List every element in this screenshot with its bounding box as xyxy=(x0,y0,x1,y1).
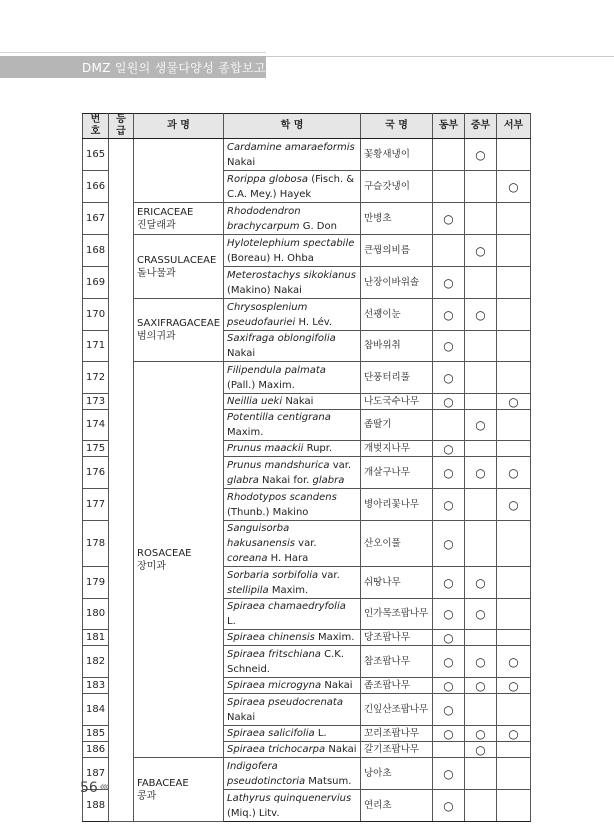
east-occurrence: ○ xyxy=(433,457,465,489)
central-occurrence xyxy=(465,521,497,567)
col-header-korean-name: 국 명 xyxy=(361,114,433,139)
col-header-grade: 등급 xyxy=(109,114,134,139)
korean-name: 연리초 xyxy=(361,790,433,822)
central-occurrence xyxy=(465,758,497,790)
family-latin: FABACEAE xyxy=(137,777,189,789)
taxon-name: Sanguisorba hakusanensis xyxy=(227,523,295,549)
central-occurrence: ○ xyxy=(465,235,497,267)
west-occurrence xyxy=(497,299,531,331)
taxon-name: Rorippa globosa xyxy=(227,173,309,185)
east-occurrence: ○ xyxy=(433,441,465,457)
taxon-author: var. xyxy=(332,459,352,471)
row-number: 168 xyxy=(83,235,109,267)
west-occurrence xyxy=(497,203,531,235)
scientific-name xyxy=(224,394,361,410)
taxon-author: (Fisch. & C.A. Mey.) Hayek xyxy=(227,173,355,200)
central-occurrence: ○ xyxy=(465,742,497,758)
central-occurrence xyxy=(465,331,497,362)
family-cell xyxy=(134,299,224,362)
central-occurrence xyxy=(465,489,497,521)
korean-name: 병아리꽃나무 xyxy=(361,489,433,521)
west-occurrence: ○ xyxy=(497,489,531,521)
korean-name: 난장이바위솔 xyxy=(361,267,433,299)
korean-name: 만병초 xyxy=(361,203,433,235)
family-korean: 콩과 xyxy=(137,790,157,802)
central-occurrence xyxy=(465,171,497,203)
east-occurrence: ○ xyxy=(433,599,465,630)
row-number: 181 xyxy=(83,630,109,646)
taxon-author: Rupr. xyxy=(306,443,333,454)
central-occurrence: ○ xyxy=(465,599,497,630)
scientific-name xyxy=(224,362,361,394)
header-divider-top xyxy=(0,52,266,53)
taxon-author: Nakai xyxy=(324,680,353,691)
east-occurrence: ○ xyxy=(433,489,465,521)
col-header-scientific-name: 학 명 xyxy=(224,114,361,139)
korean-name: 좀조팝나무 xyxy=(361,678,433,694)
korean-name: 구슬갓냉이 xyxy=(361,171,433,203)
col-header-east: 동부 xyxy=(433,114,465,139)
family-cell xyxy=(134,362,224,758)
row-number: 182 xyxy=(83,646,109,678)
row-number: 174 xyxy=(83,410,109,441)
taxon-name: Potentilla centigrana xyxy=(227,412,331,423)
taxon-name: Meterostachys sikokianus xyxy=(227,269,356,281)
row-number: 180 xyxy=(83,599,109,630)
taxon-name: Sorbaria sorbifolia xyxy=(227,569,319,581)
row-number: 167 xyxy=(83,203,109,235)
west-occurrence xyxy=(497,139,531,171)
korean-name: 낭아초 xyxy=(361,758,433,790)
family-cell xyxy=(134,139,224,203)
row-number: 186 xyxy=(83,742,109,758)
taxon-author: var. xyxy=(298,538,317,549)
west-occurrence xyxy=(497,630,531,646)
west-occurrence xyxy=(497,758,531,790)
taxon-name: Cardamine amaraeformis xyxy=(227,141,355,153)
korean-name: 갈기조팝나무 xyxy=(361,742,433,758)
taxon-name: Saxifraga oblongifolia xyxy=(227,333,336,344)
korean-name: 산오이풀 xyxy=(361,521,433,567)
family-cell xyxy=(134,203,224,235)
korean-name: 좀딸기 xyxy=(361,410,433,441)
taxon-author: C.K. Schneid. xyxy=(227,648,345,675)
west-occurrence xyxy=(497,235,531,267)
scientific-name xyxy=(224,410,361,441)
korean-name: 개벚지나무 xyxy=(361,441,433,457)
chevron-left-icon: ‹‹‹ xyxy=(99,779,107,795)
east-occurrence: ○ xyxy=(433,758,465,790)
west-occurrence xyxy=(497,567,531,599)
table-header-row xyxy=(83,114,531,139)
taxon-name: Chrysosplenium pseudofauriei xyxy=(227,301,308,328)
scientific-name xyxy=(224,790,361,822)
row-number: 185 xyxy=(83,726,109,742)
scientific-name xyxy=(224,521,361,567)
scientific-name xyxy=(224,203,361,235)
west-occurrence xyxy=(497,694,531,726)
korean-name: 당조팝나무 xyxy=(361,630,433,646)
taxon-author: L. xyxy=(317,728,327,739)
korean-name: 큰꿩의비름 xyxy=(361,235,433,267)
col-header-family: 과 명 xyxy=(134,114,224,139)
korean-name: 긴잎산조팝나무 xyxy=(361,694,433,726)
taxon-name: Spiraea salicifolia xyxy=(227,728,315,739)
east-occurrence xyxy=(433,742,465,758)
row-number: 177 xyxy=(83,489,109,521)
scientific-name xyxy=(224,139,361,171)
west-occurrence xyxy=(497,521,531,567)
east-occurrence: ○ xyxy=(433,646,465,678)
scientific-name xyxy=(224,267,361,299)
header-divider xyxy=(266,56,614,57)
taxon-name: Lathyrus quinquenervius xyxy=(227,792,352,804)
taxon-author: L. xyxy=(227,616,236,627)
scientific-name xyxy=(224,630,361,646)
west-occurrence xyxy=(497,410,531,441)
east-occurrence: ○ xyxy=(433,267,465,299)
central-occurrence xyxy=(465,790,497,822)
west-occurrence xyxy=(497,267,531,299)
central-occurrence: ○ xyxy=(465,726,497,742)
central-occurrence xyxy=(465,394,497,410)
table-row xyxy=(83,362,531,394)
row-number: 176 xyxy=(83,457,109,489)
row-number: 188 xyxy=(83,790,109,822)
taxon-name: Rhodotypos scandens xyxy=(227,491,337,503)
row-number: 165 xyxy=(83,139,109,171)
table-row xyxy=(83,758,531,790)
family-latin: ERICACEAE xyxy=(137,206,194,218)
west-occurrence: ○ xyxy=(497,394,531,410)
korean-name: 나도국수나무 xyxy=(361,394,433,410)
family-latin: CRASSULACEAE xyxy=(137,254,217,266)
row-number: 178 xyxy=(83,521,109,567)
scientific-name xyxy=(224,171,361,203)
west-occurrence xyxy=(497,362,531,394)
taxon-author: Maxim. xyxy=(271,584,309,596)
taxon-name: Neillia ueki xyxy=(227,396,283,407)
korean-name: 꽃황새냉이 xyxy=(361,139,433,171)
row-number: 187 xyxy=(83,758,109,790)
west-occurrence: ○ xyxy=(497,678,531,694)
scientific-name xyxy=(224,742,361,758)
family-korean: 진달래과 xyxy=(137,219,176,231)
taxon-author: (Boreau) H. Ohba xyxy=(227,252,314,264)
taxon-name: Spiraea fritschiana xyxy=(227,648,321,660)
row-number: 179 xyxy=(83,567,109,599)
central-occurrence: ○ xyxy=(465,299,497,331)
west-occurrence xyxy=(497,331,531,362)
central-occurrence xyxy=(465,203,497,235)
family-latin: ROSACEAE xyxy=(137,547,192,559)
taxon-author: Nakai xyxy=(285,396,314,407)
page-number: 56 xyxy=(80,780,98,796)
east-occurrence: ○ xyxy=(433,630,465,646)
table-row xyxy=(83,203,531,235)
scientific-name xyxy=(224,489,361,521)
east-occurrence: ○ xyxy=(433,331,465,362)
korean-name: 인가목조팝나무 xyxy=(361,599,433,630)
korean-name: 참조팝나무 xyxy=(361,646,433,678)
taxon-name: Indigofera pseudotinctoria xyxy=(227,760,306,787)
central-occurrence xyxy=(465,694,497,726)
scientific-name xyxy=(224,646,361,678)
taxon-author: Nakai xyxy=(227,711,256,723)
taxon-author: (Pall.) Maxim. xyxy=(227,379,295,391)
central-occurrence: ○ xyxy=(465,646,497,678)
taxon-name: stellipila xyxy=(227,584,269,596)
central-occurrence xyxy=(465,362,497,394)
scientific-name xyxy=(224,457,361,489)
table-row xyxy=(83,139,531,171)
row-number: 171 xyxy=(83,331,109,362)
east-occurrence: ○ xyxy=(433,790,465,822)
taxon-author: H. Hara xyxy=(270,553,309,564)
korean-name: 쉬땅나무 xyxy=(361,567,433,599)
west-occurrence: ○ xyxy=(497,171,531,203)
west-occurrence: ○ xyxy=(497,457,531,489)
taxon-author: Matsum. xyxy=(308,775,352,787)
taxon-name: glabra xyxy=(227,474,259,486)
west-occurrence xyxy=(497,790,531,822)
row-number: 184 xyxy=(83,694,109,726)
taxon-name: glabra xyxy=(312,474,345,486)
scientific-name xyxy=(224,235,361,267)
species-table xyxy=(82,113,531,822)
row-number: 175 xyxy=(83,441,109,457)
scientific-name xyxy=(224,599,361,630)
scientific-name xyxy=(224,726,361,742)
east-occurrence: ○ xyxy=(433,567,465,599)
table-row xyxy=(83,235,531,267)
scientific-name xyxy=(224,678,361,694)
scientific-name xyxy=(224,441,361,457)
family-korean: 돌나물과 xyxy=(137,267,176,279)
korean-name: 단풍터리풀 xyxy=(361,362,433,394)
taxon-author: Nakai for. xyxy=(262,474,310,486)
east-occurrence: ○ xyxy=(433,203,465,235)
row-number: 172 xyxy=(83,362,109,394)
taxon-author: var. xyxy=(321,569,340,581)
east-occurrence: ○ xyxy=(433,694,465,726)
taxon-name: Prunus mandshurica xyxy=(227,459,330,471)
central-occurrence: ○ xyxy=(465,567,497,599)
family-cell xyxy=(134,758,224,822)
taxon-name: Spiraea trichocarpa xyxy=(227,744,326,755)
taxon-name: Spiraea microgyna xyxy=(227,680,322,691)
family-korean: 장미과 xyxy=(137,560,166,572)
east-occurrence: ○ xyxy=(433,362,465,394)
west-occurrence xyxy=(497,441,531,457)
running-header-title: DMZ 일원의 생물다양성 종합보고서 xyxy=(82,61,278,75)
central-occurrence xyxy=(465,267,497,299)
taxon-author: (Thunb.) Makino xyxy=(227,506,309,518)
grade-cell xyxy=(109,139,134,822)
korean-name: 꼬리조팝나무 xyxy=(361,726,433,742)
row-number: 169 xyxy=(83,267,109,299)
west-occurrence: ○ xyxy=(497,646,531,678)
central-occurrence: ○ xyxy=(465,139,497,171)
col-header-west: 서부 xyxy=(497,114,531,139)
scientific-name xyxy=(224,299,361,331)
taxon-author: Nakai xyxy=(328,744,357,755)
east-occurrence: ○ xyxy=(433,726,465,742)
family-latin: SAXIFRAGACEAE xyxy=(137,318,221,329)
taxon-name: Hylotelephium spectabile xyxy=(227,237,355,249)
row-number: 183 xyxy=(83,678,109,694)
taxon-name: Spiraea chamaedryfolia xyxy=(227,601,346,612)
taxon-author: Nakai xyxy=(227,348,256,359)
korean-name: 참바위취 xyxy=(361,331,433,362)
taxon-author: (Makino) Nakai xyxy=(227,284,302,296)
central-occurrence: ○ xyxy=(465,457,497,489)
taxon-name: Spiraea pseudocrenata xyxy=(227,696,343,708)
central-occurrence xyxy=(465,630,497,646)
taxon-author: H. Lév. xyxy=(298,316,333,328)
taxon-author: Maxim. xyxy=(227,427,264,438)
east-occurrence xyxy=(433,235,465,267)
taxon-name: Filipendula palmata xyxy=(227,364,326,376)
central-occurrence: ○ xyxy=(465,410,497,441)
taxon-author: Maxim. xyxy=(318,632,355,643)
central-occurrence: ○ xyxy=(465,678,497,694)
east-occurrence: ○ xyxy=(433,678,465,694)
west-occurrence xyxy=(497,599,531,630)
central-occurrence xyxy=(465,441,497,457)
row-number: 170 xyxy=(83,299,109,331)
scientific-name xyxy=(224,331,361,362)
east-occurrence: ○ xyxy=(433,521,465,567)
col-header-central: 중부 xyxy=(465,114,497,139)
family-korean: 범의귀과 xyxy=(137,331,176,342)
table-row xyxy=(83,299,531,331)
east-occurrence xyxy=(433,139,465,171)
east-occurrence: ○ xyxy=(433,394,465,410)
taxon-name: coreana xyxy=(227,553,268,564)
east-occurrence: ○ xyxy=(433,299,465,331)
row-number: 166 xyxy=(83,171,109,203)
col-header-number: 번호 xyxy=(83,114,109,139)
west-occurrence xyxy=(497,742,531,758)
scientific-name xyxy=(224,567,361,599)
row-number: 173 xyxy=(83,394,109,410)
taxon-name: Prunus maackii xyxy=(227,443,304,454)
east-occurrence xyxy=(433,410,465,441)
korean-name: 선괭이눈 xyxy=(361,299,433,331)
scientific-name xyxy=(224,758,361,790)
east-occurrence xyxy=(433,171,465,203)
scientific-name xyxy=(224,694,361,726)
korean-name: 개살구나무 xyxy=(361,457,433,489)
taxon-author: (Miq.) Litv. xyxy=(227,807,280,819)
taxon-name: Rhododendron brachycarpum xyxy=(227,205,301,232)
family-cell xyxy=(134,235,224,299)
taxon-name: Spiraea chinensis xyxy=(227,632,315,643)
west-occurrence: ○ xyxy=(497,726,531,742)
taxon-author: G. Don xyxy=(302,220,337,232)
taxon-author: Nakai xyxy=(227,156,256,168)
